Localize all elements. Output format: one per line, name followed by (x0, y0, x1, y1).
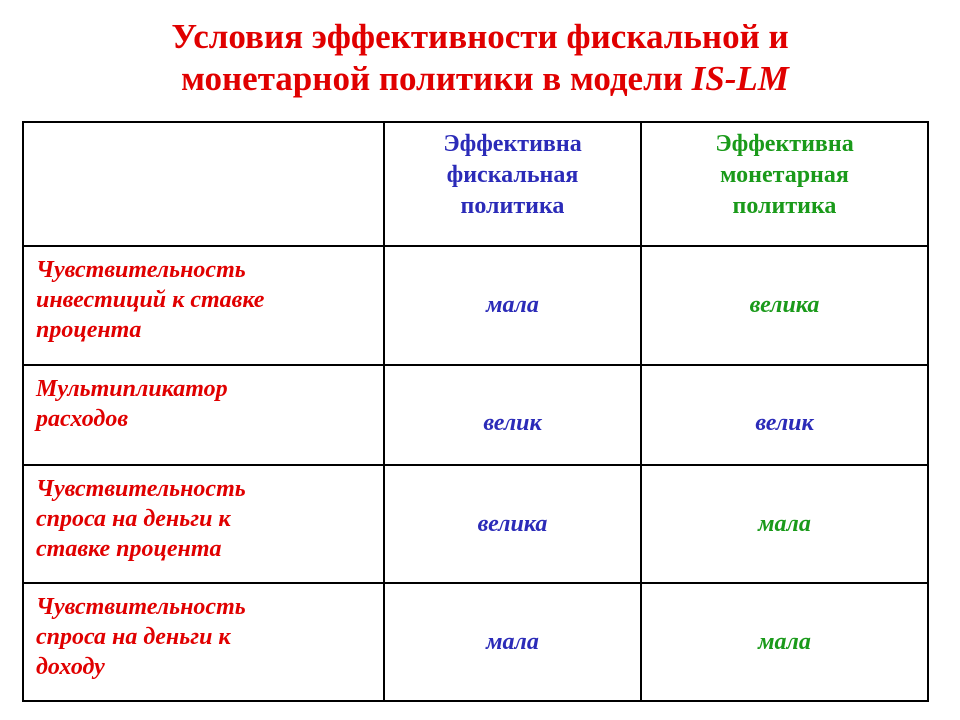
row-2-monetary-value (641, 365, 928, 465)
row-label-investment-sensitivity (23, 246, 384, 365)
title-model-name: IS-LM (691, 59, 789, 98)
row-2-fiscal-value (384, 365, 641, 465)
row-label-money-demand-income-sensitivity (23, 583, 384, 701)
row-3-label-line-3: ставке процента (36, 536, 222, 562)
row-label-money-demand-rate-sensitivity (23, 465, 384, 583)
row-4-monetary-text: мала (758, 628, 811, 655)
row-3-fiscal-text: велика (477, 510, 548, 537)
header-fiscal-line-2: фискальная (446, 162, 579, 188)
row-1-fiscal-value (384, 246, 641, 365)
row-3-monetary-text: мала (758, 510, 811, 537)
header-monetary-line-3: политика (732, 193, 837, 219)
row-4-fiscal-text: мала (486, 628, 539, 655)
row-2-label-line-2: расходов (36, 406, 129, 432)
row-2-label-line-1: Мультипликатор (36, 376, 228, 402)
header-empty-cell (23, 122, 384, 246)
header-fiscal-line-3: политика (460, 193, 565, 219)
row-label-spending-multiplier (23, 365, 384, 465)
row-1-fiscal-text: мала (486, 292, 539, 318)
slide-title (0, 16, 960, 100)
title-line-1: Условия эффективности фискальной и (171, 17, 789, 56)
header-fiscal-line-1: Эффективна (443, 131, 582, 157)
row-1-label-line-3: процента (36, 317, 142, 343)
table-header-row (23, 122, 928, 246)
table-row (23, 246, 928, 365)
header-monetary-line-2: монетарная (720, 162, 849, 188)
table-row (23, 583, 928, 701)
row-1-monetary-value (641, 246, 928, 365)
row-3-monetary-value (641, 465, 928, 583)
title-line-2 (0, 58, 960, 100)
header-monetary-line-1: Эффективна (715, 131, 854, 157)
table-row (23, 365, 928, 465)
title-line-2-text: монетарной политики в модели (181, 59, 692, 98)
row-3-label-line-2: спроса на деньги к (36, 506, 231, 532)
row-2-monetary-text: велик (755, 409, 814, 436)
row-4-label-line-2: спроса на деньги к (36, 624, 231, 650)
effectiveness-table (22, 121, 929, 702)
header-monetary-policy (641, 122, 928, 246)
row-4-monetary-value (641, 583, 928, 701)
row-3-fiscal-value (384, 465, 641, 583)
row-3-label-line-1: Чувствительность (36, 476, 246, 502)
row-1-monetary-text: велика (749, 292, 820, 318)
row-4-label-line-3: доходу (36, 654, 105, 680)
row-4-label-line-1: Чувствительность (36, 594, 246, 620)
row-1-label-line-1: Чувствительность (36, 257, 246, 283)
row-4-fiscal-value (384, 583, 641, 701)
row-1-label-line-2: инвестиций к ставке (36, 287, 265, 313)
table-row (23, 465, 928, 583)
header-fiscal-policy (384, 122, 641, 246)
row-2-fiscal-text: велик (483, 409, 542, 436)
